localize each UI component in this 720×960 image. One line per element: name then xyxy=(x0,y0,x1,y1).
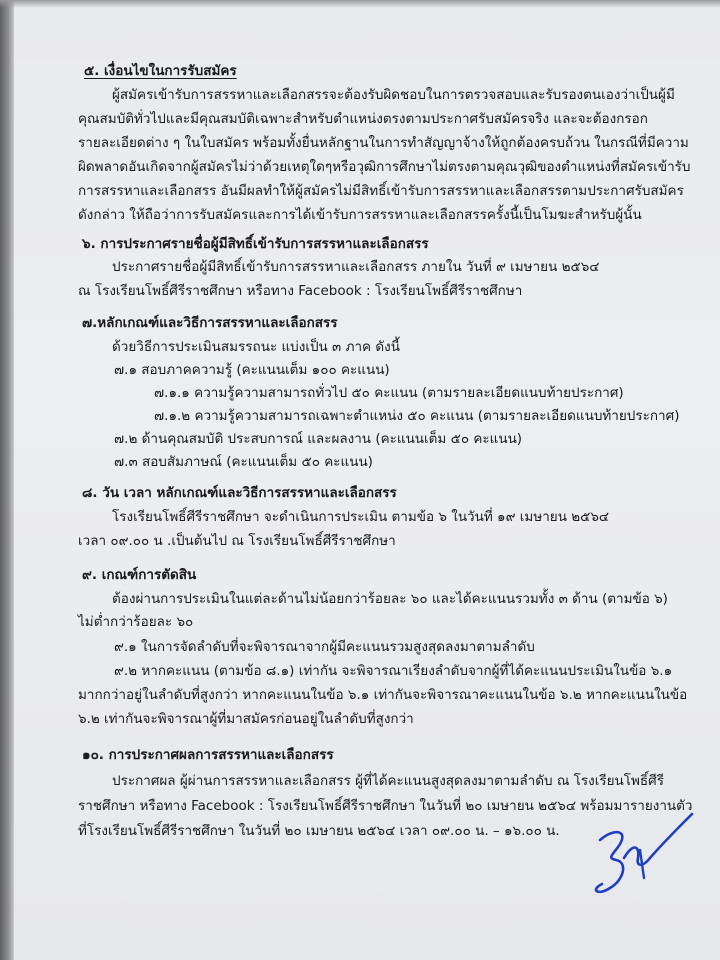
section-6-line-1: ประกาศรายชื่อผู้มีสิทธิ์เข้ารับการสรรหาและเลือกสรร ภายใน วันที่ ๙ เมษายน ๒๕๖๔ xyxy=(112,259,600,275)
page-shadow-edge xyxy=(0,0,14,960)
section-5-line-5: การสรรหาและเลือกสรร อันมีผลทำให้ผู้สมัครไม่มีสิทธิ์เข้ารับการสรรหาและเลือกสรรตามประกาศรับสมัคร xyxy=(78,183,684,199)
section-5-line-1: ผู้สมัครเข้ารับการสรรหาและเลือกสรรจะต้องรับผิดชอบในการตรวจสอบและรับรองตนเองว่าเป็นผู้มี xyxy=(112,87,675,103)
section-8-line-1: โรงเรียนโพธิ์ศีรีราชศึกษา จะดำเนินการประเมิน ตามข้อ ๖ ในวันที่ ๑๙ เมษายน ๒๕๖๔ xyxy=(112,509,610,525)
section-5-line-2: คุณสมบัติทั่วไปและมีคุณสมบัติเฉพาะสำหรับตำแหน่งตรงตามประกาศรับสมัครจริง และจะต้องกรอก xyxy=(78,111,648,127)
section-8-heading: ๘. วัน เวลา หลักเกณฑ์และวิธีการสรรหาและเลือกสรร xyxy=(82,485,397,501)
section-10-line-1: ประกาศผล ผู้ผ่านการสรรหาและเลือกสรร ผู้ที่ได้คะแนนสูงสุดลงมาตามลำดับ ณ โรงเรียนโพธิ์ศีรี xyxy=(112,773,664,789)
page-top-shadow xyxy=(0,0,720,8)
section-5-line-4: ผิดพลาดอันเกิดจากผู้สมัครไม่ว่าด้วยเหตุใดๆหรือวุฒิการศึกษาไม่ตรงตามคุณวุฒิของตำแหน่งที่สมัครเข้ารับ xyxy=(78,159,691,175)
section-7-item-7-2: ๗.๒ ด้านคุณสมบัติ ประสบการณ์ และผลงาน (คะแนนเต็ม ๕๐ คะแนน) xyxy=(114,431,523,447)
section-5-line-6: ดังกล่าว ให้ถือว่าการรับสมัครและการได้เข้ารับการสรรหาและเลือกสรรครั้งนี้เป็นโมฆะสำหรับผู้นั้น xyxy=(78,207,642,223)
section-7-item-7-1-2: ๗.๑.๒ ความรู้ความสามารถเฉพาะตำแหน่ง ๕๐ คะแนน (ตามรายละเอียดแนบท้ายประกาศ) xyxy=(154,408,680,424)
section-6-heading: ๖. การประกาศรายชื่อผู้มีสิทธิ์เข้ารับการสรรหาและเลือกสรร xyxy=(82,236,429,252)
section-7-item-7-1-1: ๗.๑.๑ ความรู้ความสามารถทั่วไป ๕๐ คะแนน (ตามรายละเอียดแนบท้ายประกาศ) xyxy=(154,385,624,401)
section-7-heading: ๗.หลักเกณฑ์และวิธีการสรรหาและเลือกสรร xyxy=(82,315,338,331)
section-10-line-3: ที่โรงเรียนโพธิ์ศีรีราชศึกษา ในวันที่ ๒๐ เมษายน ๒๕๖๔ เวลา ๐๙.๐๐ น. – ๑๖.๐๐ น. xyxy=(78,823,560,839)
section-9-line-5: มากกว่าอยู่ในลำดับที่สูงกว่า หากคะแนนในข้อ ๖.๑ เท่ากันจะพิจารณาคะแนนในข้อ ๖.๒ หากคะแนนในข้อ xyxy=(78,687,688,703)
section-6-line-2: ณ โรงเรียนโพธิ์ศีรีราชศึกษา หรือทาง Facebook : โรงเรียนโพธิ์ศีรีราชศึกษา xyxy=(78,283,523,299)
section-8-line-2: เวลา ๐๙.๐๐ น .เป็นต้นไป ณ โรงเรียนโพธิ์ศีรีราชศึกษา xyxy=(78,533,396,549)
section-9-line-6: ๖.๒ เท่ากันจะพิจารณาผู้ที่มาสมัครก่อนอยู่ในลำดับที่สูงกว่า xyxy=(78,711,414,727)
section-9-line-1: ต้องผ่านการประเมินในแต่ละด้านไม่น้อยกว่าร้อยละ ๖๐ และได้คะแนนรวมทั้ง ๓ ด้าน (ตามข้อ ๖) xyxy=(112,591,668,607)
section-10-line-2: ราชศึกษา หรือทาง Facebook : โรงเรียนโพธิ์ศีรีราชศึกษา ในวันที่ ๒๐ เมษายน ๒๕๖๔ พร้อมมารายงานตัว xyxy=(78,798,693,814)
section-9-item-9-2: ๙.๒ หากคะแนน (ตามข้อ ๘.๑) เท่ากัน จะพิจารณาเรียงลำดับจากผู้ที่ได้คะแนนประเมินในข้อ ๖.๑ xyxy=(114,663,673,679)
section-9-line-2: ไม่ต่ำกว่าร้อยละ ๖๐ xyxy=(78,614,194,630)
handwritten-signature xyxy=(580,800,700,910)
section-5-heading: ๕. เงื่อนไขในการรับสมัคร xyxy=(84,63,237,79)
section-7-item-7-1: ๗.๑ สอบภาคความรู้ (คะแนนเต็ม ๑๐๐ คะแนน) xyxy=(114,362,390,378)
section-9-heading: ๙. เกณฑ์การตัดสิน xyxy=(82,567,197,583)
section-7-item-7-3: ๗.๓ สอบสัมภาษณ์ (คะแนนเต็ม ๕๐ คะแนน) xyxy=(114,454,373,470)
section-9-item-9-1: ๙.๑ ในการจัดลำดับที่จะพิจารณาจากผู้มีคะแนนรวมสูงสุดลงมาตามลำดับ xyxy=(114,639,535,655)
section-10-heading: ๑๐. การประกาศผลการสรรหาและเลือกสรร xyxy=(82,747,334,763)
section-5-line-3: รายละเอียดต่าง ๆ ในใบสมัคร พร้อมทั้งยื่นหลักฐานในการทำสัญญาจ้างให้ถูกต้องครบถ้วน ในกรณีที่มีความ xyxy=(78,135,689,151)
section-7-line-1: ด้วยวิธีการประเมินสมรรถนะ แบ่งเป็น ๓ ภาค ดังนี้ xyxy=(112,339,400,355)
